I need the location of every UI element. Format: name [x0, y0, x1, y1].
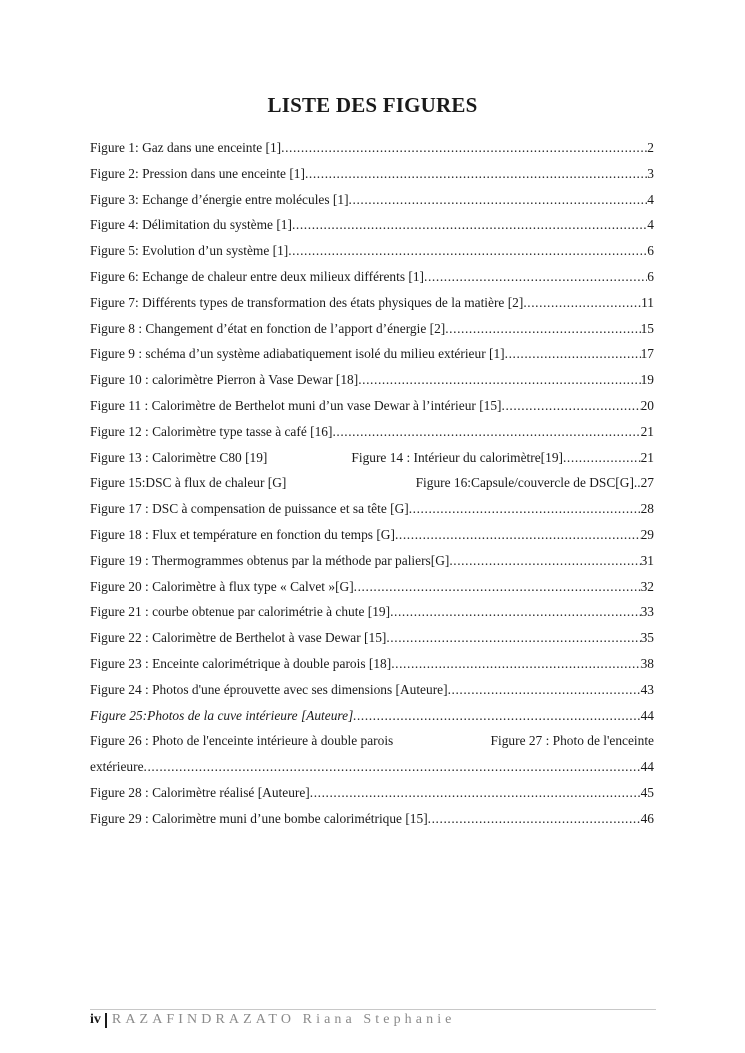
dot-leader	[305, 166, 647, 182]
dot-leader	[292, 217, 647, 233]
footer-page-number: iv	[90, 1012, 101, 1027]
entry-page: 21	[640, 423, 654, 439]
entry-page: 17	[640, 346, 654, 362]
entry-label: Figure 2: Pression dans une enceinte [1]	[90, 165, 305, 181]
dot-leader	[391, 656, 640, 672]
entry-page: 15	[640, 320, 654, 336]
entry-page: 45	[640, 784, 654, 800]
entry-label: Figure 1: Gaz dans une enceinte [1]	[90, 140, 282, 155]
dot-leader	[409, 501, 641, 517]
dot-leader	[449, 553, 640, 569]
entry-label: Figure 18 : Flux et température en fonction du temps [G]	[90, 526, 395, 542]
entry-label: Figure 29 : Calorimètre muni d’une bombe calorimétrique [15]	[90, 810, 428, 826]
figure-list	[90, 140, 654, 837]
list-item[interactable]	[90, 553, 654, 579]
list-item[interactable]	[90, 579, 654, 605]
entry-page: 44	[640, 707, 654, 723]
entry-label: Figure 21 : courbe obtenue par calorimétrie à chute [19]	[90, 604, 391, 620]
list-item[interactable]	[90, 217, 654, 243]
list-item[interactable]	[90, 682, 654, 708]
entry-label: Figure 28 : Calorimètre réalisé [Auteure]	[90, 784, 310, 800]
footer-divider	[90, 1009, 656, 1010]
entry-label: Figure 14 : Intérieur du calorimètre[19]	[351, 449, 563, 465]
dot-leader	[354, 579, 641, 595]
list-item[interactable]	[90, 785, 654, 811]
entry-label: Figure 17 : DSC à compensation de puissance et sa tête [G]	[90, 501, 409, 517]
list-item[interactable]	[90, 243, 654, 269]
list-item[interactable]	[90, 372, 654, 398]
dot-leader: ..	[633, 475, 641, 491]
dot-leader	[390, 604, 641, 620]
dot-leader	[424, 269, 647, 285]
entry-page: 6	[647, 268, 654, 284]
dot-leader	[310, 785, 641, 801]
list-item-continuation[interactable]	[90, 759, 654, 785]
dot-leader	[395, 527, 641, 543]
list-item[interactable]	[90, 321, 654, 347]
page-title: LISTE DES FIGURES	[267, 93, 478, 117]
entry-page: 21	[640, 449, 654, 465]
dot-leader	[445, 321, 640, 337]
dot-leader	[288, 243, 647, 259]
list-item[interactable]	[90, 346, 654, 372]
list-item[interactable]	[90, 295, 654, 321]
entry-page: 31	[640, 552, 654, 568]
list-item[interactable]	[90, 398, 654, 424]
footer-author: RAZAFINDRAZATO Riana Stephanie	[111, 1012, 456, 1027]
list-item[interactable]	[90, 811, 654, 837]
list-item[interactable]	[90, 527, 654, 553]
entry-page: 44	[640, 759, 654, 775]
entry-page: 38	[640, 655, 654, 671]
list-item[interactable]	[90, 424, 654, 450]
footer-separator	[105, 1013, 107, 1028]
entry-page: 33	[640, 604, 654, 620]
list-item-pair[interactable]	[90, 450, 654, 476]
entry-page: 4	[647, 217, 654, 233]
list-item[interactable]	[90, 166, 654, 192]
entry-page: 4	[647, 191, 654, 207]
entry-label: Figure 22 : Calorimètre de Berthelot à vase Dewar [15]	[90, 630, 387, 646]
entry-page: 11	[641, 294, 654, 310]
dot-leader	[332, 424, 640, 440]
entry-page: 35	[640, 630, 654, 646]
entry-page: 2	[647, 140, 654, 155]
entry-label: Figure 27 : Photo de l'enceinte	[490, 733, 654, 749]
dot-leader	[523, 295, 641, 311]
list-item-pair[interactable]	[90, 475, 654, 501]
dot-leader	[502, 398, 641, 414]
list-item[interactable]	[90, 708, 654, 734]
entry-page: 3	[647, 165, 654, 181]
dot-leader	[281, 140, 647, 156]
list-item[interactable]	[90, 269, 654, 295]
entry-label: Figure 3: Echange d’énergie entre molécules [1]	[90, 191, 349, 207]
entry-label: Figure 11 : Calorimètre de Berthelot muni d’un vase Dewar à l’intérieur [15]	[90, 397, 502, 413]
entry-label: Figure 20 : Calorimètre à flux type « Calvet »[G]	[90, 578, 354, 594]
entry-label: Figure 15:DSC à flux de chaleur [G]	[90, 475, 287, 491]
dot-leader	[349, 192, 648, 208]
dot-leader	[448, 682, 641, 698]
dot-leader	[428, 811, 641, 827]
entry-label: extérieure	[90, 759, 144, 775]
entry-label: Figure 13 : Calorimètre C80 [19]	[90, 449, 268, 465]
list-item[interactable]	[90, 604, 654, 630]
page-footer	[90, 1012, 456, 1028]
entry-page: 28	[640, 501, 654, 517]
entry-page: 29	[640, 526, 654, 542]
entry-label: Figure 19 : Thermogrammes obtenus par la méthode par paliers[G]	[90, 552, 450, 568]
dot-leader	[358, 372, 640, 388]
entry-page: 46	[640, 810, 654, 826]
list-item[interactable]	[90, 501, 654, 527]
entry-label: Figure 25:Photos de la cuve intérieure [Auteure]	[90, 707, 354, 723]
dot-leader	[386, 630, 640, 646]
entry-page: 43	[640, 681, 654, 697]
entry-page: 20	[640, 397, 654, 413]
entry-label: Figure 16:Capsule/couvercle de DSC[G]	[415, 475, 634, 491]
dot-leader	[144, 759, 641, 775]
entry-label: Figure 23 : Enceinte calorimétrique à double parois [18]	[90, 655, 392, 671]
entry-label: Figure 26 : Photo de l'enceinte intérieure à double parois	[90, 733, 394, 749]
dot-leader	[505, 346, 641, 362]
entry-label: Figure 12 : Calorimètre type tasse à café [16]	[90, 423, 333, 439]
entry-label: Figure 7: Différents types de transformation des états physiques de la matière [2]	[90, 294, 524, 310]
entry-label: Figure 10 : calorimètre Pierron à Vase Dewar [18]	[90, 372, 359, 388]
entry-label: Figure 8 : Changement d’état en fonction de l’apport d’énergie [2]	[90, 320, 446, 336]
entry-label: Figure 6: Echange de chaleur entre deux milieux différents [1]	[90, 268, 425, 284]
entry-page: 27	[640, 475, 654, 491]
list-item-pair[interactable]	[90, 733, 654, 759]
list-item[interactable]	[90, 630, 654, 656]
entry-label: Figure 5: Evolution d’un système [1]	[90, 243, 289, 259]
entry-page: 6	[647, 243, 654, 259]
list-item[interactable]	[90, 656, 654, 682]
list-item[interactable]	[90, 140, 654, 166]
dot-leader	[563, 450, 641, 466]
entry-page: 19	[640, 372, 654, 388]
dot-leader	[353, 708, 640, 724]
entry-label: Figure 9 : schéma d’un système adiabatiquement isolé du milieu extérieur [1]	[90, 346, 505, 362]
list-item[interactable]	[90, 192, 654, 218]
entry-page: 32	[640, 578, 654, 594]
entry-label: Figure 24 : Photos d'une éprouvette avec ses dimensions [Auteure]	[90, 681, 448, 697]
entry-label: Figure 4: Délimitation du système [1]	[90, 217, 292, 233]
